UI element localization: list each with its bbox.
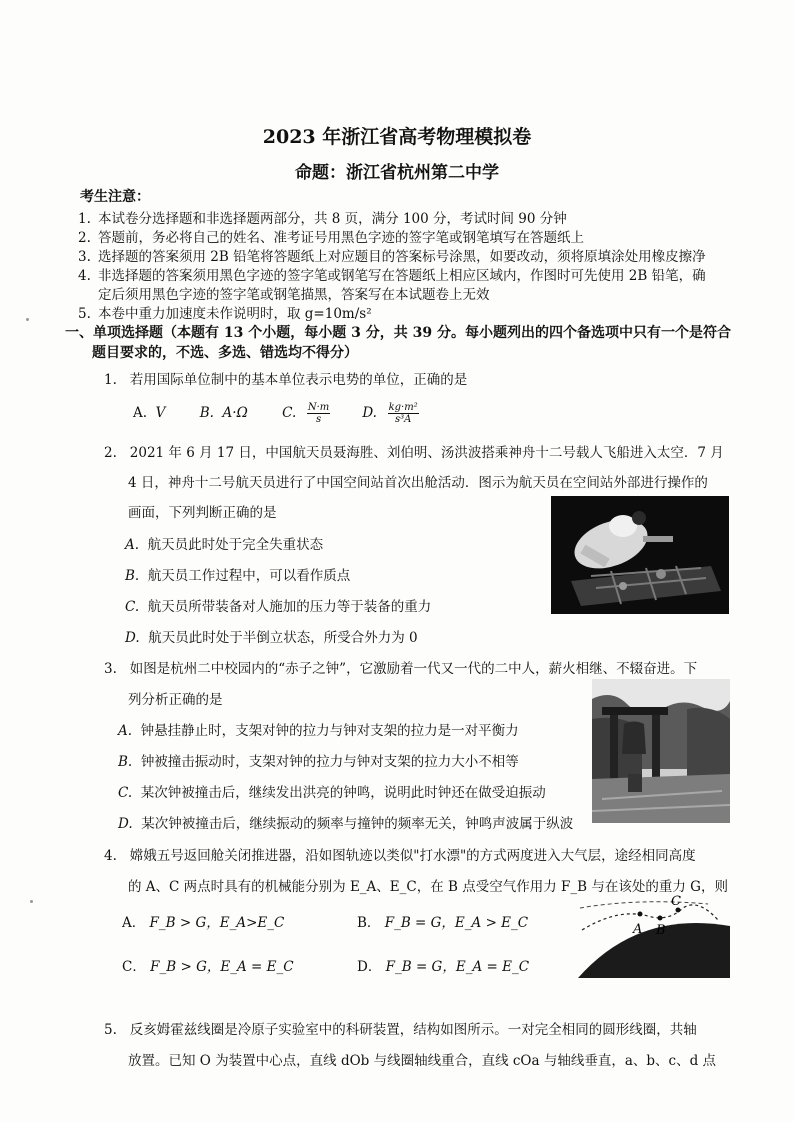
margin-speck bbox=[30, 900, 33, 903]
question-3-line: 列分析正确的是 bbox=[128, 692, 223, 708]
notice-item: 1. 本试卷分选择题和非选择题两部分，共 8 页，满分 100 分，考试时间 90 分钟 bbox=[78, 211, 567, 227]
bell-photo bbox=[592, 679, 730, 823]
question-2: 2. 2021 年 6 月 17 日，中国航天员聂海胜、刘伯明、汤洪波搭乘神舟十二号载人飞船进入太空．7 月 bbox=[104, 445, 724, 461]
question-1: 1. 若用国际单位制中的基本单位表示电势的单位，正确的是 bbox=[104, 372, 468, 388]
q2-option-d: D. 航天员此时处于半倒立状态，所受合外力为 0 bbox=[125, 630, 418, 646]
question-5: 5. 反亥姆霍兹线圈是冷原子实验室中的科研装置，结构如图所示。一对完全相同的圆形线圈，共轴 bbox=[104, 1022, 697, 1038]
astronaut-photo bbox=[551, 496, 729, 614]
notice-item: 定后须用黑色字迹的签字笔或钢笔描黑，答案写在本试题卷上无效 bbox=[98, 287, 490, 303]
q1-options: A. V B. A·Ω C. $\frac{N\cdot m}{s}$ D. $\frac{\text{kg·m²}}{\text{s³A}}$ bbox=[133, 402, 418, 425]
notice-heading: 考生注意： bbox=[80, 189, 150, 205]
page-title: 2023 年浙江省高考物理模拟卷 bbox=[262, 126, 532, 148]
trajectory-figure bbox=[578, 890, 730, 978]
q3-option-d: D. 某次钟被撞击后，继续振动的频率与撞钟的频率无关，钟鸣声波属于纵波 bbox=[118, 816, 574, 832]
question-4-line: 的 A、C 两点时具有的机械能分别为 E_A、E_C，在 B 点受空气作用力 F_B 与在该处的重力 G，则 bbox=[128, 879, 728, 895]
notice-item: 4. 非选择题的答案须用黑色字迹的签字笔或钢笔写在答题纸上相应区域内，作图时可先使用 2B 铅笔，确 bbox=[78, 268, 706, 284]
q3-option-b: B. 钟被撞击振动时，支架对钟的拉力与钟对支架的拉力大小不相等 bbox=[118, 754, 519, 770]
notice-item: 3. 选择题的答案须用 2B 铅笔将答题纸上对应题目的答案标号涂黑，如要改动，须将原填涂处用橡皮擦净 bbox=[78, 249, 706, 265]
page-subtitle: 命题：浙江省杭州第二中学 bbox=[295, 163, 499, 183]
notice-item: 5. 本卷中重力加速度未作说明时，取 g=10m/s² bbox=[78, 306, 372, 322]
section-heading: 一、单项选择题（本题有 13 个小题，每小题 3 分，共 39 分。每小题列出的四个备选项中只有一个是符合 bbox=[65, 325, 731, 341]
q3-option-c: C. 某次钟被撞击后，继续发出洪亮的钟鸣，说明此时钟还在做受迫振动 bbox=[118, 785, 546, 801]
q2-option-c: C. 航天员所带装备对人施加的压力等于装备的重力 bbox=[125, 599, 432, 615]
q2-option-a: A. 航天员此时处于完全失重状态 bbox=[125, 537, 324, 553]
question-3: 3. 如图是杭州二中校园内的“赤子之钟”，它激励着一代又一代的二中人，薪火相继、不辍奋进。下 bbox=[104, 661, 698, 677]
label-a: A bbox=[633, 922, 643, 937]
margin-speck bbox=[26, 318, 29, 321]
q4-option-a: A． F_B > G，E_A>E_C bbox=[122, 915, 285, 931]
question-2-line: 4 日，神舟十二号航天员进行了中国空间站首次出舱活动．图示为航天员在空间站外部进行操作的 bbox=[128, 475, 708, 491]
question-5-line: 放置。已知 O 为装置中心点，直线 dOb 与线圈轴线重合，直线 cOa 与轴线垂直，a、b、c、d 点 bbox=[128, 1053, 717, 1069]
q4-option-d: D． F_B = G，E_A = E_C bbox=[357, 959, 530, 975]
section-heading-cont: 题目要求的，不选、多选、错选均不得分） bbox=[92, 345, 358, 361]
q4-option-b: B． F_B = G，E_A > E_C bbox=[357, 915, 529, 931]
q4-option-c: C． F_B > G，E_A = E_C bbox=[122, 959, 294, 975]
notice-item: 2. 答题前，务必将自己的姓名、准考证号用黑色字迹的签字笔或钢笔填写在答题纸上 bbox=[78, 230, 584, 246]
question-2-line: 画面，下列判断正确的是 bbox=[128, 505, 277, 521]
question-4: 4. 嫦娥五号返回舱关闭推进器，沿如图轨迹以类似"打水漂"的方式两度进入大气层，途经相同高度 bbox=[104, 848, 696, 864]
label-b: B bbox=[656, 923, 666, 938]
q3-option-a: A. 钟悬挂静止时，支架对钟的拉力与钟对支架的拉力是一对平衡力 bbox=[118, 723, 519, 739]
point-a bbox=[638, 912, 643, 917]
q2-option-b: B. 航天员工作过程中，可以看作质点 bbox=[125, 568, 351, 584]
point-b bbox=[658, 916, 663, 921]
label-c: C bbox=[671, 894, 681, 909]
